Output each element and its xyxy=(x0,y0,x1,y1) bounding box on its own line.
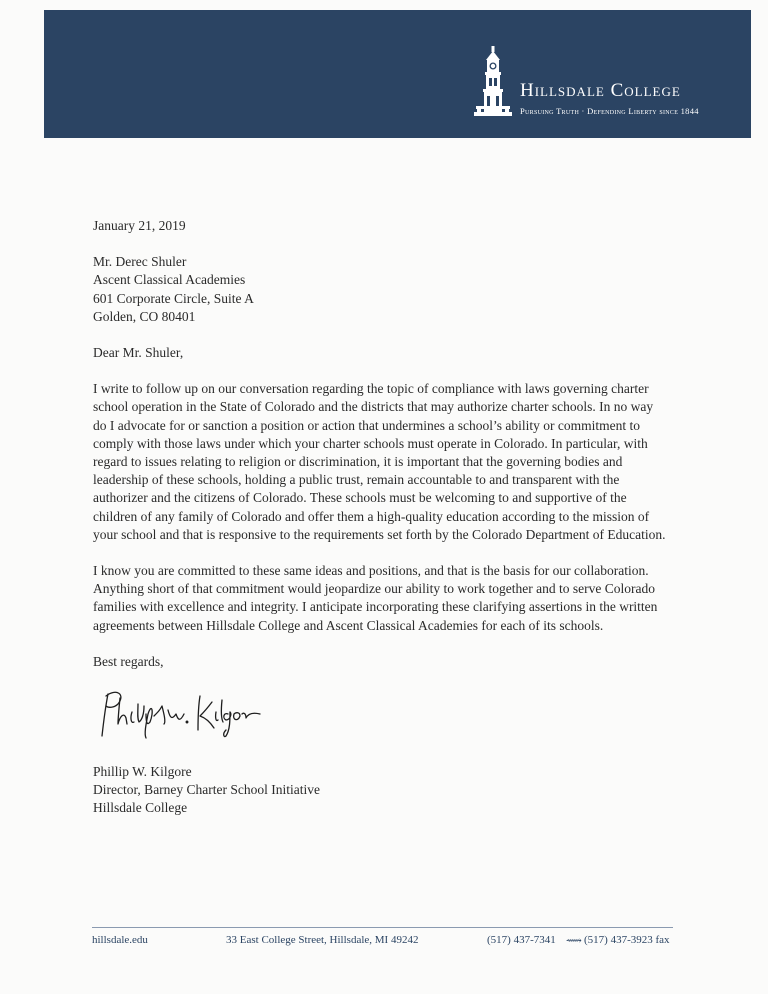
footer-divider xyxy=(92,927,673,928)
paragraph-line: do I advocate for or sanction a position or action that undermines a school’s ability or commitment to xyxy=(93,417,640,433)
letterhead-banner xyxy=(44,10,751,138)
recipient-address xyxy=(93,253,693,326)
paragraph-line: authorizer and the citizens of Colorado. These schools must be welcoming to and supportive of the xyxy=(93,490,627,506)
paragraph-line: comply with those laws under which your charter schools must operate in Colorado. In particular, with xyxy=(93,435,648,451)
footer-address: 33 East College Street, Hillsdale, MI 49242 xyxy=(226,934,419,946)
paragraph-line: I know you are committed to these same ideas and positions, and that is the basis for our collaboration. xyxy=(93,563,649,579)
paragraph-1 xyxy=(93,380,693,544)
footer-fax: (517) 437-3923 fax xyxy=(584,934,670,946)
paragraph-line: I write to follow up on our conversation regarding the topic of compliance with laws governing charter xyxy=(93,381,649,397)
phone-fax-separator-icon: ⟿ xyxy=(566,935,582,947)
paragraph-line: your school and that is responsive to the requirements set forth by the Colorado Department of Education. xyxy=(93,526,666,542)
recipient-line: Mr. Derec Shuler xyxy=(93,254,187,270)
footer-phone: (517) 437-7341 xyxy=(487,934,556,946)
paragraph-line: leadership of these schools, holding a public trust, remain accountable to and transparent with the xyxy=(93,472,620,488)
signer-name: Phillip W. Kilgore xyxy=(93,764,192,779)
letter-body xyxy=(93,217,693,671)
recipient-line: 601 Corporate Circle, Suite A xyxy=(93,290,254,306)
paragraph-line: agreements between Hillsdale College and Ascent Classical Academies for each of its schools. xyxy=(93,617,604,633)
closing: Best regards, xyxy=(93,653,164,669)
recipient-line: Golden, CO 80401 xyxy=(93,308,196,324)
signer-block xyxy=(93,763,320,818)
letter-date: January 21, 2019 xyxy=(93,218,186,233)
paragraph-line: Anything short of that commitment would jeopardize our ability to work together and to serve Colorado xyxy=(93,581,656,597)
college-motto: Pursuing Truth · Defending Liberty since 1844 xyxy=(520,106,699,116)
paragraph-line: children of any family of Colorado and offer them a high-quality education according to the mission of xyxy=(93,508,650,524)
paragraph-line: regard to issues relating to religion or discrimination, it is important that the governing bodies and xyxy=(93,454,623,470)
paragraph-line: school operation in the State of Colorado and the districts that may authorize charter schools. In no way xyxy=(93,399,654,415)
signer-organization: Hillsdale College xyxy=(93,800,188,816)
college-logo xyxy=(474,46,734,126)
paragraph-2 xyxy=(93,562,693,635)
signer-title: Director, Barney Charter School Initiative xyxy=(93,782,321,798)
handwritten-signature xyxy=(94,684,264,742)
footer-website: hillsdale.edu xyxy=(92,934,148,946)
college-name: Hillsdale College xyxy=(520,80,681,101)
paragraph-line: families with excellence and integrity. I anticipate incorporating these clarifying assertions in the written xyxy=(93,599,658,615)
recipient-line: Ascent Classical Academies xyxy=(93,272,246,288)
clock-tower-icon xyxy=(474,46,512,118)
salutation: Dear Mr. Shuler, xyxy=(93,345,184,361)
